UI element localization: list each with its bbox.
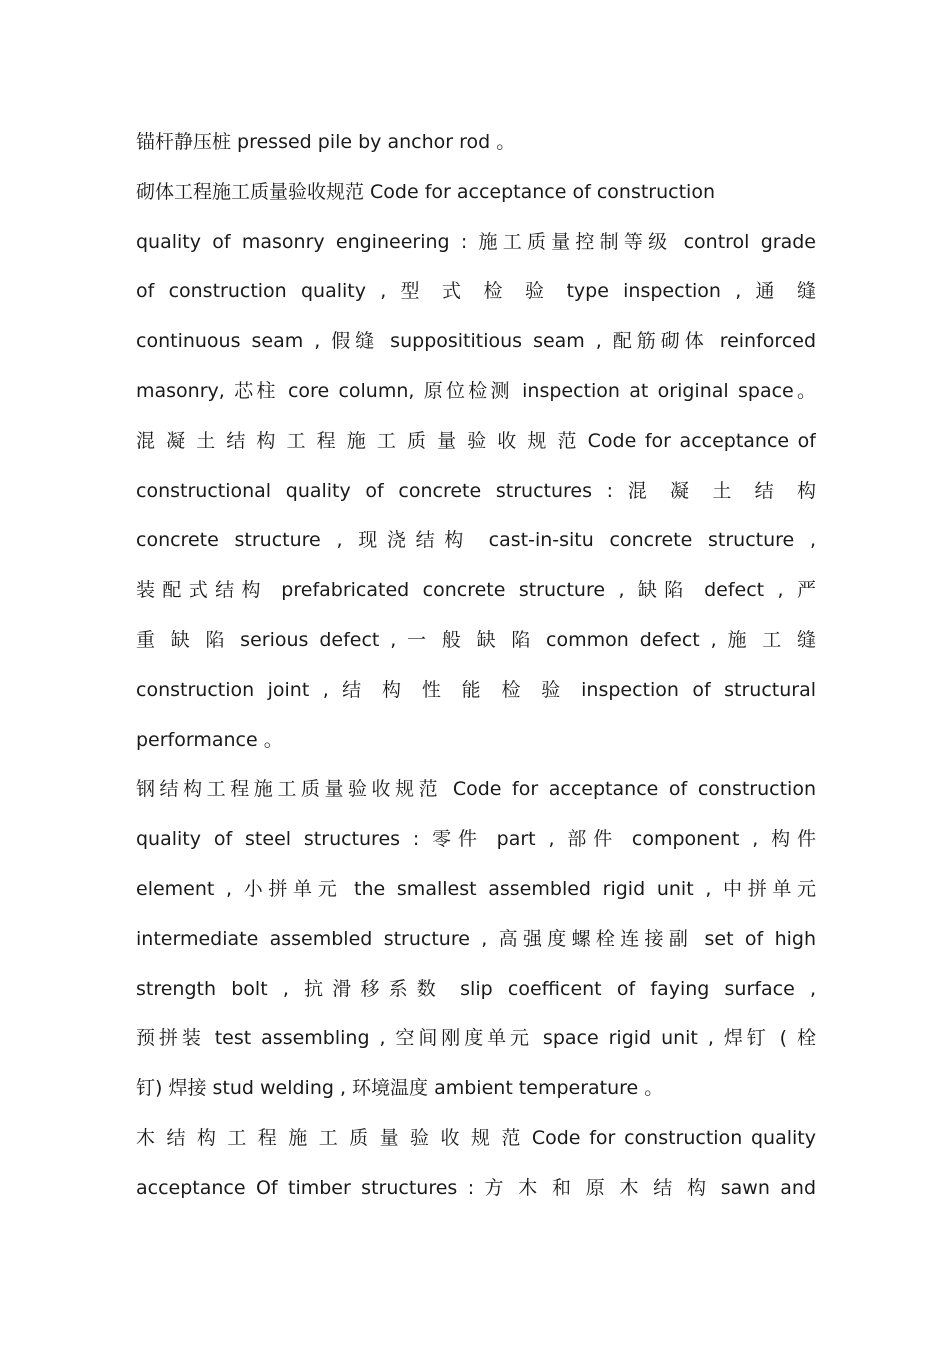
text-line: 钢结构工程施工质量验收规范 Code for acceptance of construction	[136, 778, 816, 801]
text-line: element , 小拼单元 the smallest assembled rigid unit , 中拼单元	[136, 877, 816, 900]
text-line: continuous seam , 假缝 supposititious seam , 配筋砌体 reinforced	[136, 330, 816, 353]
text-line: 钉) 焊接 stud welding , 环境温度 ambient temperature 。	[136, 1077, 664, 1100]
text-line: performance 。	[136, 728, 283, 751]
text-line: construction joint , 结 构 性 能 检 验 inspection of structural	[136, 678, 816, 701]
text-line: quality of steel structures : 零件 part , 部件 component , 构件	[136, 828, 816, 851]
text-line: 装配式结构 prefabricated concrete structure , 缺陷 defect , 严	[136, 579, 816, 602]
text-line: masonry, 芯柱 core column, 原位检测 inspection at original space。	[136, 379, 816, 402]
text-line: of construction quality , 型 式 检 验 type inspection , 通 缝	[136, 280, 816, 303]
text-line: 砌体工程施工质量验收规范 Code for acceptance of construction	[136, 180, 715, 203]
text-line: concrete structure , 现浇结构 cast-in-situ concrete structure ,	[136, 529, 816, 552]
text-line: constructional quality of concrete structures : 混 凝 土 结 构	[136, 479, 816, 502]
text-line: acceptance Of timber structures : 方 木 和 原 木 结 构 sawn and	[136, 1176, 816, 1199]
text-line: 锚杆静压桩 pressed pile by anchor rod 。	[136, 131, 516, 153]
text-line: quality of masonry engineering : 施工质量控制等级 control grade	[136, 230, 816, 253]
document-body	[136, 118, 816, 1214]
text-line: 预拼装 test assembling , 空间刚度单元 space rigid unit , 焊钉 ( 栓	[136, 1027, 816, 1050]
text-line: 重 缺 陷 serious defect , 一 般 缺 陷 common defect , 施 工 缝	[136, 628, 816, 651]
text-line: strength bolt , 抗滑移系数 slip coefficent of faying surface ,	[136, 977, 816, 1000]
text-line: intermediate assembled structure , 高强度螺栓连接副 set of high	[136, 927, 816, 950]
text-line: 木 结 构 工 程 施 工 质 量 验 收 规 范 Code for construction quality	[136, 1126, 816, 1149]
text-line: 混 凝 土 结 构 工 程 施 工 质 量 验 收 规 范 Code for acceptance of	[136, 429, 816, 452]
